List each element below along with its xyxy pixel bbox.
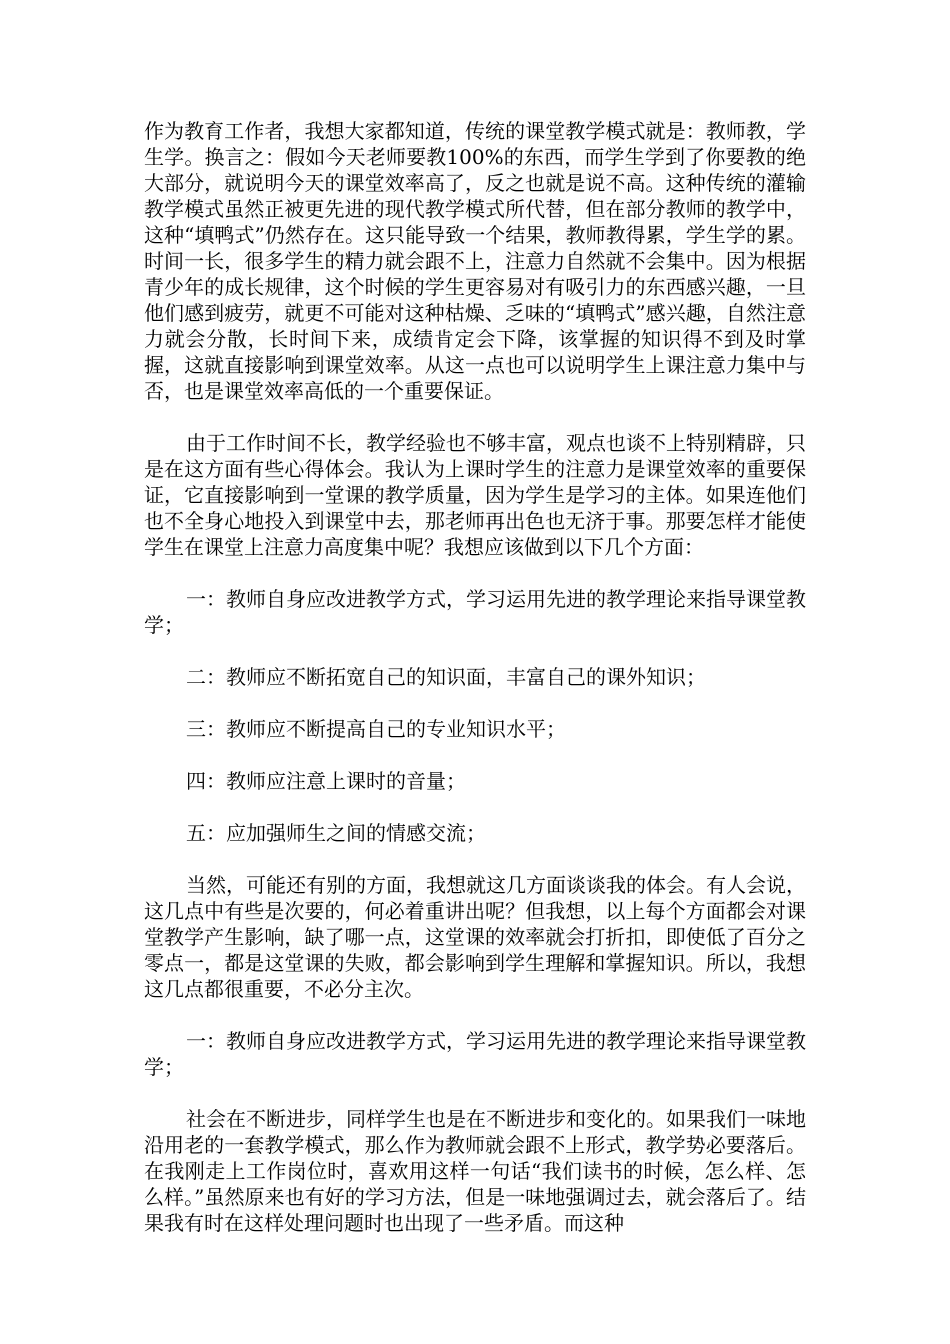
document-page xyxy=(144,118,806,1262)
list-item-point-4: 四：教师应注意上课时的音量； xyxy=(186,769,466,793)
paragraph-society: 社会在不断进步，同样学生也是在不断进步和变化的。如果我们一味地沿用老的一套教学模式，那么作为教师就会跟不上形式，教学势必要落后。在我刚走上工作岗位时，喜欢用这样一句话“我们读书的时候，怎么样、怎么样。”虽然原来也有好的学习方法，但是一味地强调过去，就会落后了。结果我有时在这样处理问题时也出现了一些矛盾。而这种 xyxy=(144,1107,806,1235)
list-item-point-3: 三：教师应不断提高自己的专业知识水平； xyxy=(186,717,566,741)
section-heading-point-1: 一：教师自身应改进教学方式，学习运用先进的教学理论来指导课堂教学； xyxy=(144,1029,806,1079)
paragraph-discussion: 当然，可能还有别的方面，我想就这几方面谈谈我的体会。有人会说，这几点中有些是次要的，何必着重讲出呢？但我想，以上每个方面都会对课堂教学产生影响，缺了哪一点，这堂课的效率就会打折扣，即使低了百分之零点一，都是这堂课的失败，都会影响到学生理解和掌握知识。所以，我想这几点都很重要，不必分主次。 xyxy=(144,873,806,1001)
list-item-point-5: 五：应加强师生之间的情感交流； xyxy=(186,821,486,845)
list-item-point-1: 一：教师自身应改进教学方式，学习运用先进的教学理论来指导课堂教学； xyxy=(144,587,806,637)
list-item-point-2: 二：教师应不断拓宽自己的知识面，丰富自己的课外知识； xyxy=(186,665,706,689)
paragraph-intro: 作为教育工作者，我想大家都知道，传统的课堂教学模式就是：教师教，学生学。换言之：假如今天老师要教100%的东西，而学生学到了你要教的绝大部分，就说明今天的课堂效率高了，反之也就是说不高。这种传统的灌输教学模式虽然正被更先进的现代教学模式所代替，但在部分教师的教学中，这种“填鸭式”仍然存在。这只能导致一个结果，教师教得累，学生学的累。时间一长，很多学生的精力就会跟不上，注意力自然就不会集中。因为根据青少年的成长规律，这个时候的学生更容易对有吸引力的东西感兴趣，一旦他们感到疲劳，就更不可能对这种枯燥、乏味的“填鸭式”感兴趣，自然注意力就会分散，长时间下来，成绩肯定会下降，该掌握的知识得不到及时掌握，这就直接影响到课堂效率。从这一点也可以说明学生上课注意力集中与否，也是课堂效率高低的一个重要保证。 xyxy=(144,119,806,403)
paragraph-experience: 由于工作时间不长，教学经验也不够丰富，观点也谈不上特别精辟，只是在这方面有些心得体会。我认为上课时学生的注意力是课堂效率的重要保证，它直接影响到一堂课的教学质量，因为学生是学习的主体。如果连他们也不全身心地投入到课堂中去，那老师再出色也无济于事。那要怎样才能使学生在课堂上注意力高度集中呢？我想应该做到以下几个方面： xyxy=(144,431,806,559)
